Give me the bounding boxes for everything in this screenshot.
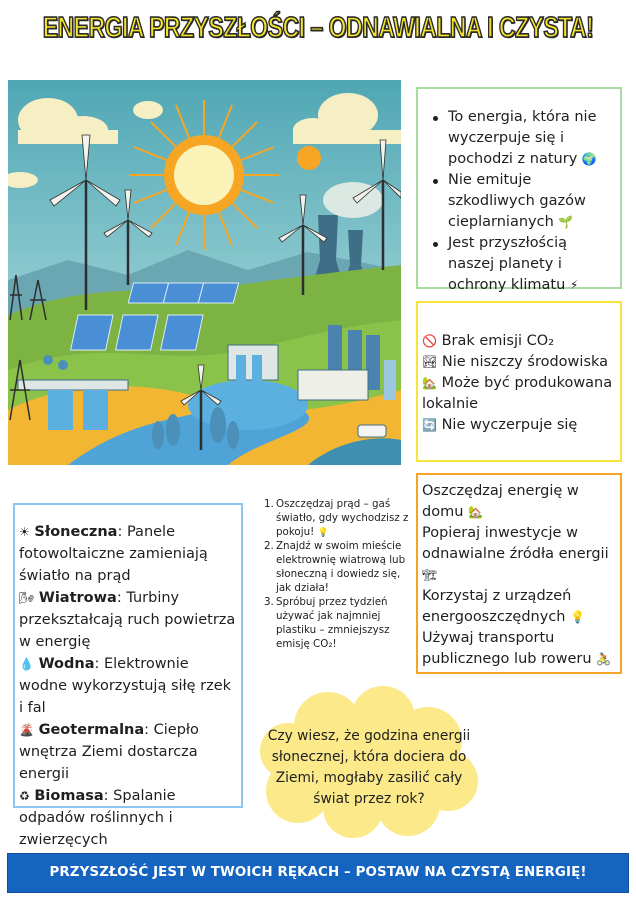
recycle-icon: ♻ xyxy=(19,789,30,803)
benefit-item xyxy=(422,415,616,436)
definition-text: Nie emituje szkodliwych gazów cieplarnianych xyxy=(448,172,586,230)
energy-type-name: Wodna xyxy=(38,656,95,672)
energy-type-name: Biomasa xyxy=(34,788,104,804)
volcano-icon: 🌋 xyxy=(19,723,34,737)
benefit-text: Może być produkowana lokalnie xyxy=(422,375,613,412)
action-item xyxy=(422,628,616,670)
cycle-arrows-icon: 🔄 xyxy=(422,418,437,432)
landscape-icon: 🏞 xyxy=(422,355,438,369)
energy-type-item xyxy=(19,587,237,653)
construction-crane-icon: 🏗 xyxy=(422,568,438,582)
energy-type-desc: : Panele fotowoltaiczne zamieniają światło na prąd xyxy=(19,524,208,584)
energy-type-item xyxy=(19,785,237,851)
house-icon: 🏡 xyxy=(468,505,483,519)
fact-cloud xyxy=(258,686,480,838)
energy-type-desc: : Spalanie odpadów roślinnych i zwierzęcych xyxy=(19,788,176,848)
earth-globe-icon: 🌍 xyxy=(581,152,597,166)
renewable-landscape-image xyxy=(8,80,401,465)
task-item xyxy=(264,497,410,539)
action-item xyxy=(422,481,616,523)
page-title: ENERGIA PRZYSZŁOŚCI – ODNAWIALNA I CZYSTA! xyxy=(42,10,594,44)
tasks-list xyxy=(264,497,410,651)
benefit-text: Nie wyczerpuje się xyxy=(441,417,578,433)
benefit-item xyxy=(422,331,616,352)
wind-icon: 🌬 xyxy=(19,591,35,605)
task-number: 1. xyxy=(264,498,274,510)
task-item xyxy=(264,595,410,651)
action-text: Korzystaj z urządzeń energooszczędnych xyxy=(422,588,572,625)
fact-text: Czy wiesz, że godzina energii słonecznej, która dociera do Ziemi, mogłaby zasilić cały świat przez rok? xyxy=(267,728,471,807)
action-text: Oszczędzaj energię w domu xyxy=(422,483,579,520)
hero-illustration xyxy=(8,80,401,465)
energy-type-desc: : Elektrownie wodne wykorzystują siłę rzek i fal xyxy=(19,656,232,716)
energy-type-desc: : Turbiny przekształcają ruch powietrza w energię xyxy=(19,590,236,650)
cyclist-icon: 🚴 xyxy=(596,652,612,666)
task-text: Znajdź w swoim mieście elektrownię wiatrową lub słoneczną i dowiedz się, jak działa! xyxy=(276,540,406,594)
benefit-item xyxy=(422,373,616,415)
definition-item xyxy=(428,107,612,170)
energy-type-item xyxy=(19,719,237,785)
benefit-item xyxy=(422,352,616,373)
benefit-text: Brak emisji CO₂ xyxy=(441,333,555,349)
task-number: 3. xyxy=(264,596,274,608)
benefit-text: Nie niszczy środowiska xyxy=(441,354,609,370)
action-text: Popieraj inwestycje w odnawialne źródła energii xyxy=(422,525,609,562)
house-icon: 🏡 xyxy=(422,376,437,390)
task-text: Oszczędzaj prąd – gaś światło, gdy wychodzisz z pokoju! xyxy=(276,498,409,538)
light-bulb-icon: 💡 xyxy=(570,610,586,624)
footer-banner: PRZYSZŁOŚĆ JEST W TWOICH RĘKACH – POSTAW NA CZYSTĄ ENERGIĘ! xyxy=(7,853,629,893)
task-number: 2. xyxy=(264,540,274,552)
energy-type-name: Geotermalna xyxy=(38,722,145,738)
definition-item xyxy=(428,170,612,233)
definition-list xyxy=(428,107,612,296)
light-bulb-icon: 💡 xyxy=(317,528,329,538)
definition-box xyxy=(416,87,622,293)
prohibited-icon: 🚫 xyxy=(422,334,437,348)
energy-type-name: Słoneczna xyxy=(34,524,118,540)
energy-type-item xyxy=(19,653,237,719)
energy-type-name: Wiatrowa xyxy=(38,590,117,606)
actions-box xyxy=(416,473,622,674)
lightning-icon: ⚡ xyxy=(569,278,579,292)
sun-icon: ☀ xyxy=(19,525,30,539)
water-drop-icon: 💧 xyxy=(19,657,34,671)
action-text: Używaj transportu publicznego lub roweru xyxy=(422,630,592,667)
task-text: Spróbuj przez tydzień używać jak najmniej plastiku – zmniejszysz emisję CO₂! xyxy=(276,596,390,650)
seedling-icon: 🌱 xyxy=(558,215,574,229)
definition-text: Jest przyszłością naszej planety i ochrony klimatu xyxy=(448,235,568,293)
task-item xyxy=(264,539,410,595)
energy-type-item xyxy=(19,521,237,587)
energy-type-desc: : Ciepło wnętrza Ziemi dostarcza energii xyxy=(19,722,199,782)
action-item xyxy=(422,586,616,628)
definition-item xyxy=(428,233,612,296)
action-item xyxy=(422,523,616,586)
definition-text: To energia, która nie wyczerpuje się i pochodzi z natury xyxy=(448,109,597,167)
benefits-box xyxy=(416,301,622,462)
energy-types-box xyxy=(13,503,243,848)
